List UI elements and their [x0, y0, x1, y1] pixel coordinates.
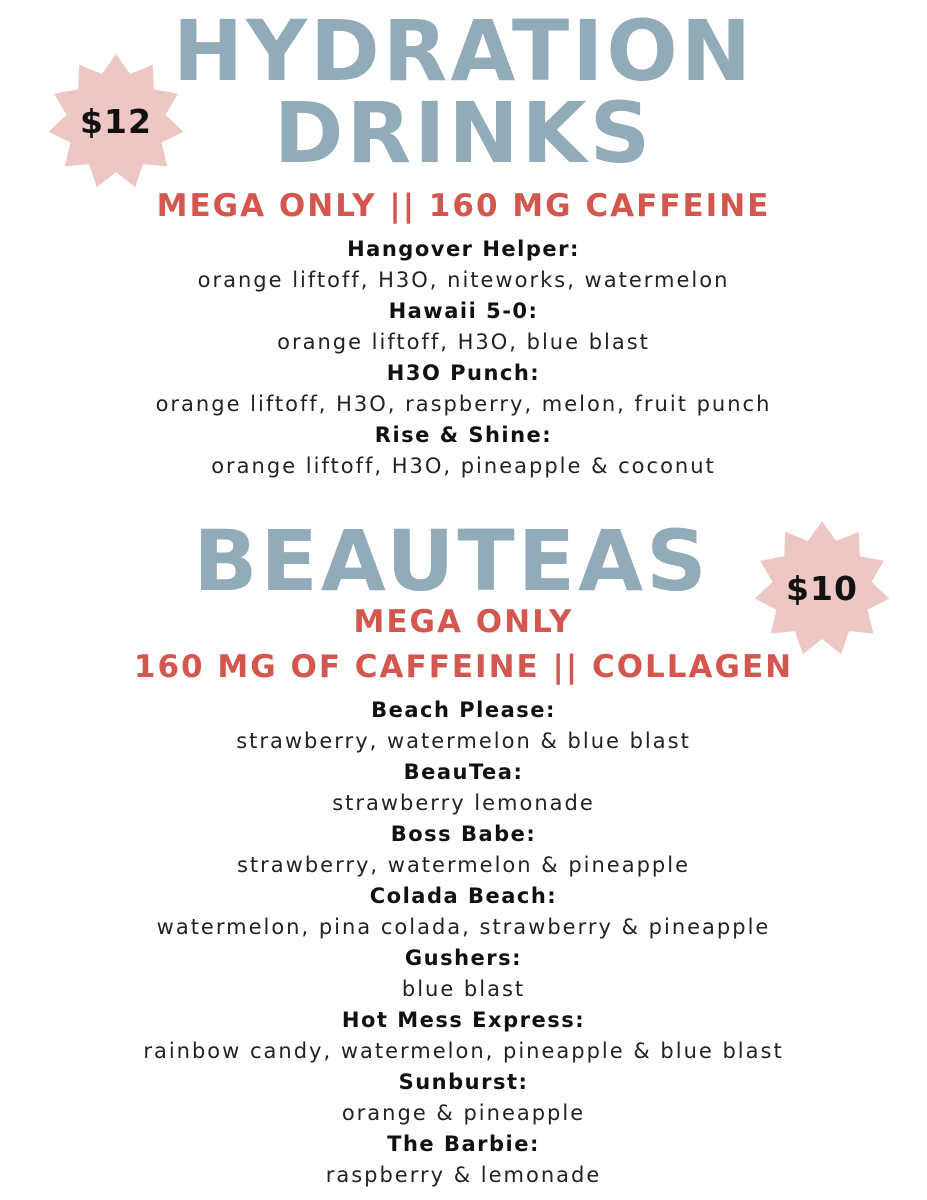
list-item: [0, 420, 927, 482]
list-item: [0, 296, 927, 358]
price-beauteas: $10: [786, 569, 858, 608]
list-item: [0, 234, 927, 296]
title-line-2: DRINKS: [273, 84, 654, 182]
title-line-1: HYDRATION: [172, 2, 755, 100]
drink-name: Beach Please:: [371, 698, 556, 722]
drink-ingredients: orange liftoff, H3O, raspberry, melon, fruit punch: [155, 392, 772, 416]
drink-name: Sunburst:: [398, 1070, 529, 1094]
drink-ingredients: rainbow candy, watermelon, pineapple & blue blast: [143, 1039, 784, 1063]
drink-name: The Barbie:: [387, 1132, 540, 1156]
drink-name: H3O Punch:: [386, 361, 541, 385]
section-title-beauteas: BEAUTEAS: [193, 512, 710, 610]
drink-name: Hawaii 5-0:: [388, 299, 539, 323]
list-item: [0, 943, 927, 1005]
drink-ingredients: strawberry lemonade: [332, 791, 595, 815]
drink-name: Rise & Shine:: [374, 423, 553, 447]
drink-name: Hot Mess Express:: [341, 1008, 586, 1032]
list-item: [0, 695, 927, 757]
drink-name: Gushers:: [404, 946, 523, 970]
drink-ingredients: strawberry, watermelon & pineapple: [236, 853, 690, 877]
section-title-hydration: [0, 2, 927, 182]
list-item: [0, 358, 927, 420]
drink-ingredients: strawberry, watermelon & blue blast: [236, 729, 691, 753]
list-item: [0, 881, 927, 943]
drink-name: Colada Beach:: [369, 884, 558, 908]
list-item: [0, 1129, 927, 1191]
drink-ingredients: watermelon, pina colada, strawberry & pineapple: [156, 915, 771, 939]
drink-ingredients: raspberry & lemonade: [325, 1163, 602, 1187]
list-item: [0, 1005, 927, 1067]
list-item: [0, 1067, 927, 1129]
list-item: [0, 757, 927, 819]
drink-list-hydration: [0, 234, 927, 482]
drink-name: Hangover Helper:: [347, 237, 580, 261]
drink-list-beauteas: [0, 695, 927, 1191]
drink-name: Boss Babe:: [390, 822, 537, 846]
drink-ingredients: orange liftoff, H3O, niteworks, watermelon: [197, 268, 730, 292]
subtitle-beauteas-1: MEGA ONLY: [353, 604, 574, 640]
drink-ingredients: blue blast: [401, 977, 526, 1001]
price-hydration: $12: [80, 102, 152, 141]
drink-ingredients: orange & pineapple: [341, 1101, 586, 1125]
drink-name: BeauTea:: [403, 760, 524, 784]
drink-ingredients: orange liftoff, H3O, blue blast: [277, 330, 650, 354]
subtitle-hydration: MEGA ONLY || 160 MG CAFFEINE: [156, 188, 771, 224]
list-item: [0, 819, 927, 881]
subtitle-beauteas-2: 160 MG OF CAFFEINE || COLLAGEN: [133, 649, 794, 685]
drink-ingredients: orange liftoff, H3O, pineapple & coconut: [211, 454, 716, 478]
